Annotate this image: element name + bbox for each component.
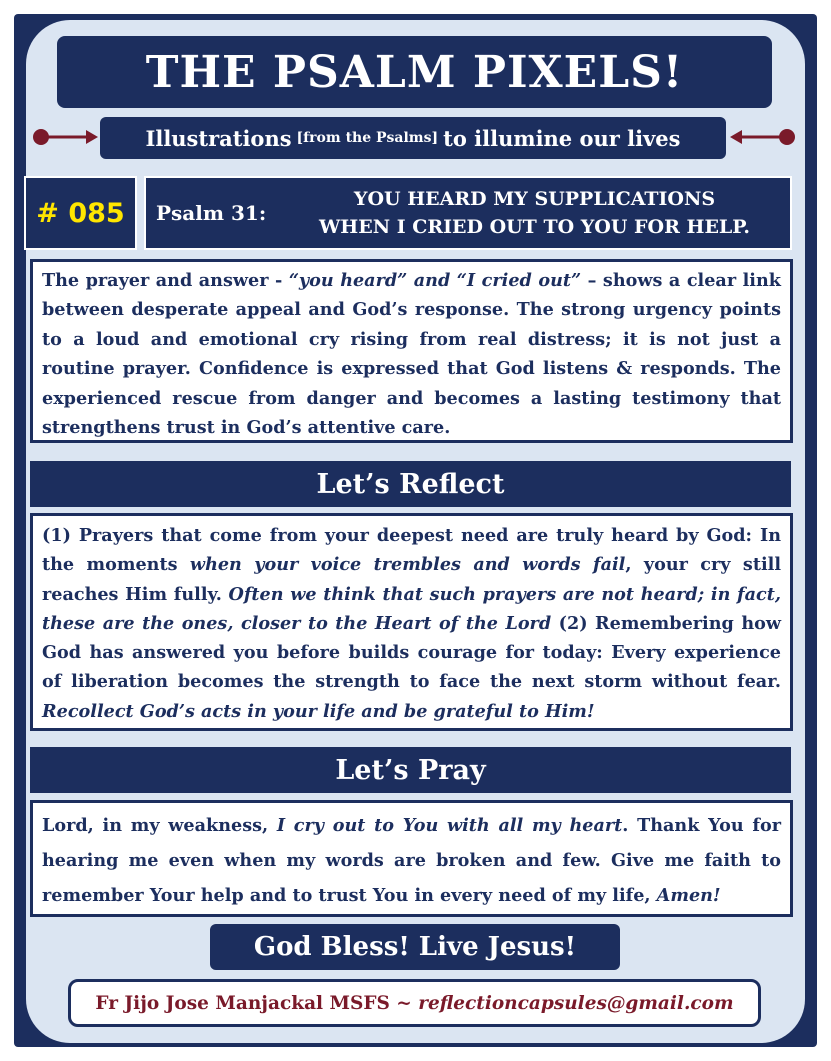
subtitle-banner — [100, 117, 726, 159]
reflect-heading: Let’s Reflect — [30, 461, 791, 507]
right-arrow-icon — [728, 126, 798, 148]
psalm-title-line-1: YOU HEARD MY SUPPLICATIONS — [353, 188, 716, 210]
subtitle-text-end: to illumine our lives — [443, 125, 681, 151]
blessing-banner: God Bless! Live Jesus! — [210, 924, 620, 970]
reflect-text-3: (2) Remembering how God has answered you before builds courage for today: Every experience of liberation becomes the strength to face the next storm without fear. — [42, 612, 781, 693]
intro-text: The prayer and answer - — [42, 270, 289, 291]
left-arrow-icon — [30, 126, 100, 148]
reflect-italic-2: Often we think that such prayers are not heard; in fact, these are the ones, closer to the Heart of the Lord — [42, 583, 781, 634]
reflect-italic-1: when your voice trembles and words fail — [189, 554, 626, 576]
reflect-italic-3: Recollect God’s acts in your life and be grateful to Him! — [42, 700, 595, 722]
psalm-title — [282, 185, 787, 241]
pray-text-2: . Thank You for hearing me even when my words are broken and few. Give me faith to remember Your help and to trust You in every need of my life, — [42, 815, 781, 906]
reflect-text-2: , your cry still reaches Him fully. — [42, 554, 781, 605]
page-title: THE PSALM PIXELS! — [57, 36, 772, 108]
author-name: Fr Jijo Jose Manjackal MSFS ~ — [95, 992, 412, 1014]
psalm-reference: Psalm 31: — [156, 201, 267, 225]
author-email: reflectioncapsules@gmail.com — [418, 992, 734, 1014]
psalm-header — [144, 176, 792, 250]
subtitle-text-bracket: [from the Psalms] — [296, 130, 439, 146]
psalm-number-badge: # 085 — [24, 176, 137, 250]
pray-italic-1: I cry out to You with all my heart — [276, 815, 623, 836]
intro-quote: “you heard” and “I cried out” — [288, 270, 582, 291]
intro-text-box — [30, 259, 793, 443]
author-signature — [68, 979, 761, 1027]
psalm-title-line-2: WHEN I CRIED OUT TO YOU FOR HELP. — [318, 216, 751, 238]
intro-text-rest: – shows a clear link between desperate appeal and God’s response. The strong urgency points to a loud and emotional cry rising from real distress; it is not just a routine prayer. Confidence is expressed that God listens & responds. The experienced rescue from danger and becomes a lasting testimony that strengthens trust in God’s attentive care. — [42, 270, 781, 439]
pray-italic-2: Amen! — [656, 885, 721, 906]
reflect-text-box — [30, 513, 793, 731]
reflect-text-1: (1) Prayers that come from your deepest need are truly heard by God: In the moments — [42, 525, 781, 576]
subtitle-text-start: Illustrations — [145, 125, 292, 151]
pray-text-1: Lord, in my weakness, — [42, 815, 277, 836]
pray-text-box — [30, 800, 793, 917]
pray-heading: Let’s Pray — [30, 747, 791, 793]
